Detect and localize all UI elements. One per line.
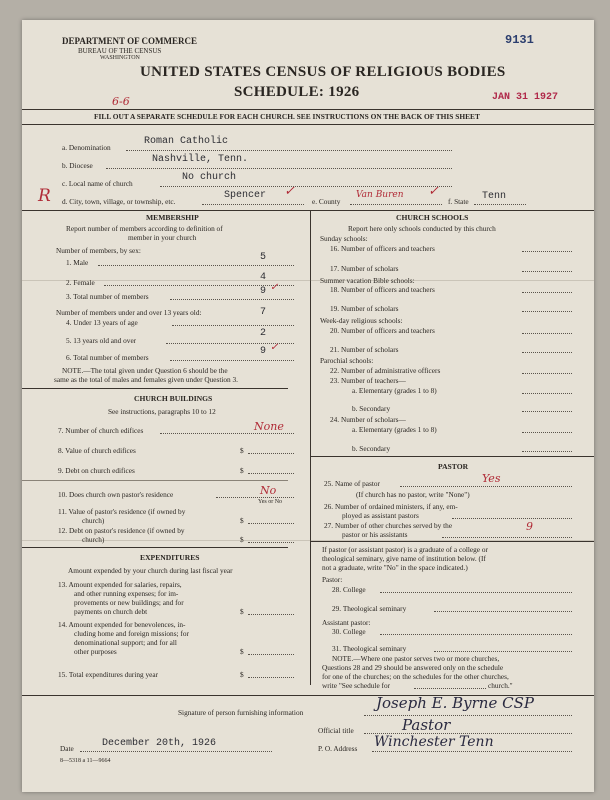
diocese-label: b. Diocese: [62, 161, 93, 170]
check-mark: ✓: [428, 184, 439, 199]
buildings-sub: See instructions, paragraphs 10 to 12: [108, 407, 216, 416]
county-value: Van Buren: [356, 190, 404, 200]
fold-crease: [22, 280, 594, 281]
diocese-value: Nashville, Tenn.: [152, 154, 249, 165]
grad-text-3: not a graduate, write "No" in the space indicated.): [322, 563, 468, 572]
r-mark: R: [38, 186, 51, 206]
date-line: [80, 751, 272, 752]
q17-label: 17. Number of scholars: [330, 264, 399, 273]
rule: [22, 480, 288, 481]
see-schedule-line: [414, 688, 486, 689]
q14-b: cluding home and foreign missions; for: [74, 629, 189, 638]
summer-label: Summer vacation Bible schools:: [320, 276, 415, 285]
q24-label: 24. Number of scholars—: [330, 415, 406, 424]
q10-label: 10. Does church own pastor's residence: [58, 490, 174, 499]
dollar-sign: $: [240, 466, 244, 475]
county-label: e. County: [312, 197, 341, 206]
form-title: UNITED STATES CENSUS OF RELIGIOUS BODIES: [140, 64, 506, 80]
q16-label: 16. Number of officers and teachers: [330, 244, 435, 253]
q7-value: None: [254, 420, 284, 433]
instruction-line: FILL OUT A SEPARATE SCHEDULE FOR EACH CHURCH. SEE INSTRUCTIONS ON THE BACK OF THIS SHEET: [94, 112, 480, 121]
q10-value: No: [260, 484, 277, 497]
denomination-line: [126, 150, 452, 151]
local-name-label: c. Local name of church: [62, 179, 133, 188]
dollar-sign: $: [240, 647, 244, 656]
official-title-value: Pastor: [402, 716, 451, 734]
official-title-label: Official title: [318, 726, 354, 735]
membership-note2: same as the total of males and females given under Question 3.: [54, 375, 238, 384]
q15-line: [248, 677, 294, 678]
q9-label: 9. Debt on church edifices: [58, 466, 135, 475]
received-date-stamp: JAN 31 1927: [492, 92, 559, 103]
bureau-label: BUREAU OF THE CENSUS: [78, 47, 162, 55]
q8-label: 8. Value of church edifices: [58, 446, 136, 455]
q5-label: 5. 13 years old and over: [66, 336, 137, 345]
q22-line: [522, 373, 572, 374]
q4-line: [172, 325, 294, 326]
q20-line: [522, 333, 572, 334]
rule: [22, 124, 594, 125]
serial-number: 9131: [505, 33, 534, 47]
q22-label: 22. Number of administrative officers: [330, 366, 441, 375]
q12-label-b: church): [82, 535, 105, 544]
q27-value: 9: [526, 520, 533, 533]
date-value: December 20th, 1926: [102, 738, 217, 749]
q19-label: 19. Number of scholars: [330, 304, 399, 313]
q12-line: [248, 542, 294, 543]
q13-a: 13. Amount expended for salaries, repairs,: [58, 580, 182, 589]
q11-label-b: church): [82, 516, 105, 525]
pastor-sub-label: Pastor:: [322, 575, 343, 584]
state-value: Tenn: [482, 191, 507, 202]
pastor-note-1: NOTE.—Where one pastor serves two or more churches,: [332, 654, 500, 663]
po-address-label: P. O. Address: [318, 744, 358, 753]
q25-sub: (If church has no pastor, write "None"): [356, 490, 470, 499]
q18-label: 18. Number of officers and teachers: [330, 285, 435, 294]
q23-label: 23. Number of teachers—: [330, 376, 406, 385]
q21-label: 21. Number of scholars: [330, 345, 399, 354]
expenditures-heading: EXPENDITURES: [140, 553, 200, 562]
parochial-label: Parochial schools:: [320, 356, 374, 365]
margin-note: 6-6: [112, 95, 130, 108]
q31-line: [434, 651, 572, 652]
expenditures-sub: Amount expended by your church during last fiscal year: [68, 566, 233, 575]
q3-value: 9: [260, 286, 267, 297]
q24b-label: b. Secondary: [352, 444, 391, 453]
dollar-sign: $: [240, 446, 244, 455]
q1-value: 5: [260, 252, 267, 263]
state-line: [474, 204, 526, 205]
q31-label: 31. Theological seminary: [332, 644, 407, 653]
q28-label: 28. College: [332, 585, 366, 594]
check-mark: ✓: [270, 342, 279, 353]
membership-note1: NOTE.—The total given under Question 6 should be the: [62, 366, 228, 375]
city-value: Spencer: [224, 190, 267, 201]
buildings-heading: CHURCH BUILDINGS: [134, 394, 213, 403]
q30-line: [380, 634, 572, 635]
q24a-label: a. Elementary (grades 1 to 8): [352, 425, 437, 434]
grad-text-2: theological seminary, give name of institution below. (If: [322, 554, 486, 563]
city-line: [202, 204, 304, 205]
q3-line: [170, 299, 294, 300]
q10-line: [216, 497, 294, 498]
q27-b: pastor or his assistants: [342, 530, 408, 539]
date-label: Date: [60, 744, 74, 753]
local-name-value: No church: [182, 172, 237, 183]
q19-line: [522, 311, 572, 312]
local-name-line: [160, 186, 452, 187]
pastor-heading: PASTOR: [438, 462, 469, 471]
form-number: 8—5318 a 11—9664: [60, 758, 111, 764]
q7-label: 7. Number of church edifices: [58, 426, 144, 435]
denomination-value: Roman Catholic: [144, 136, 229, 147]
q14-line: [248, 654, 294, 655]
q2-label: 2. Female: [66, 278, 95, 287]
pastor-note-5: church.": [488, 681, 513, 690]
q26-a: 26. Number of ordained ministers, if any, em-: [324, 502, 458, 511]
q13-d: payments on church debt: [74, 607, 148, 616]
q14-d: other purposes: [74, 647, 117, 656]
rule: [22, 547, 288, 548]
q11-line: [248, 523, 294, 524]
yesno-hint: Yes or No: [258, 499, 283, 505]
q6-label: 6. Total number of members: [66, 353, 149, 362]
q28-line: [380, 592, 572, 593]
q30-label: 30. College: [332, 627, 366, 636]
q13-line: [248, 614, 294, 615]
assistant-label: Assistant pastor:: [322, 618, 371, 627]
grad-text-1: If pastor (or assistant pastor) is a graduate of a college or: [322, 545, 488, 554]
q2-value: 4: [260, 272, 267, 283]
q3-label: 3. Total number of members: [66, 292, 149, 301]
city-label: d. City, town, village, or township, etc.: [62, 197, 176, 206]
pastor-note-4: write "See schedule for: [322, 681, 391, 690]
rule: [311, 541, 594, 542]
q26-b: ployed as assistant pastors: [342, 511, 419, 520]
q11-label-a: 11. Value of pastor's residence (if owned by: [58, 507, 186, 516]
q16-line: [522, 251, 572, 252]
weekday-label: Week-day religious schools:: [320, 316, 403, 325]
po-address-line: [372, 751, 572, 752]
q1-label: 1. Male: [66, 258, 89, 267]
q18-line: [522, 292, 572, 293]
dollar-sign: $: [240, 607, 244, 616]
q25-label: 25. Name of pastor: [324, 479, 380, 488]
q13-c: provements or new buildings; and for: [74, 598, 184, 607]
schools-sub: Report here only schools conducted by this church: [348, 224, 496, 233]
q23a-line: [522, 393, 572, 394]
membership-sub1: Report number of members according to definition of: [66, 224, 223, 233]
q29-label: 29. Theological seminary: [332, 604, 407, 613]
q26-line: [452, 518, 572, 519]
city-label: WASHINGTON: [100, 55, 140, 61]
q25-line: [400, 486, 572, 487]
membership-sub2: member in your church: [128, 233, 197, 242]
q27-a: 27. Number of other churches served by the: [324, 521, 453, 530]
dollar-sign: $: [240, 535, 244, 544]
q17-line: [522, 271, 572, 272]
dollar-sign: $: [240, 516, 244, 525]
q23b-label: b. Secondary: [352, 404, 391, 413]
q13-b: and other running expenses; for im-: [74, 589, 179, 598]
bysex-label: Number of members, by sex:: [56, 246, 141, 255]
q29-line: [434, 611, 572, 612]
rule: [22, 388, 288, 389]
county-line: [350, 204, 442, 205]
rule: [311, 456, 594, 457]
fold-crease: [22, 540, 594, 541]
pastor-note-3: for one of the churches; on the schedules for the other churches,: [322, 672, 509, 681]
q15-label: 15. Total expenditures during year: [58, 670, 159, 679]
q23a-label: a. Elementary (grades 1 to 8): [352, 386, 437, 395]
q7-line: [160, 433, 294, 434]
check-mark: ✓: [270, 282, 279, 293]
pastor-note-2: Questions 28 and 29 should be answered only on the schedule: [322, 663, 504, 672]
q25-value: Yes: [482, 472, 501, 485]
q4-label: 4. Under 13 years of age: [66, 318, 138, 327]
state-label: f. State: [448, 197, 469, 206]
department-label: DEPARTMENT OF COMMERCE: [62, 36, 198, 46]
age-intro: Number of members under and over 13 years old:: [56, 308, 202, 317]
sunday-label: Sunday schools:: [320, 234, 368, 243]
q23b-line: [522, 411, 572, 412]
q24b-line: [522, 451, 572, 452]
denomination-label: a. Denomination: [62, 143, 111, 152]
schedule-title: SCHEDULE: 1926: [234, 84, 360, 100]
schools-heading: CHURCH SCHOOLS: [396, 213, 469, 222]
q1-line: [98, 265, 294, 266]
census-form: [22, 20, 594, 792]
q6-line: [170, 360, 294, 361]
rule: [22, 109, 594, 110]
q14-a: 14. Amount expended for benevolences, in-: [58, 620, 186, 629]
q14-c: denominational support; and for all: [74, 638, 177, 647]
q5-value: 2: [260, 328, 267, 339]
dollar-sign: $: [240, 670, 244, 679]
membership-heading: MEMBERSHIP: [146, 213, 199, 222]
po-address-value: Winchester Tenn: [374, 734, 494, 750]
signature-line: [364, 715, 572, 716]
q12-label-a: 12. Debt on pastor's residence (if owned by: [58, 526, 185, 535]
rule: [22, 210, 594, 211]
q9-line: [248, 473, 294, 474]
column-divider: [310, 210, 311, 685]
q4-value: 7: [260, 307, 267, 318]
q8-line: [248, 453, 294, 454]
q24a-line: [522, 432, 572, 433]
check-mark: ✓: [284, 184, 295, 199]
q20-label: 20. Number of officers and teachers: [330, 326, 435, 335]
q21-line: [522, 352, 572, 353]
signature: Joseph E. Byrne CSP: [376, 694, 534, 712]
signature-label: Signature of person furnishing information: [178, 708, 304, 717]
diocese-line: [106, 168, 452, 169]
q27-line: [442, 537, 572, 538]
q6-value: 9: [260, 346, 267, 357]
